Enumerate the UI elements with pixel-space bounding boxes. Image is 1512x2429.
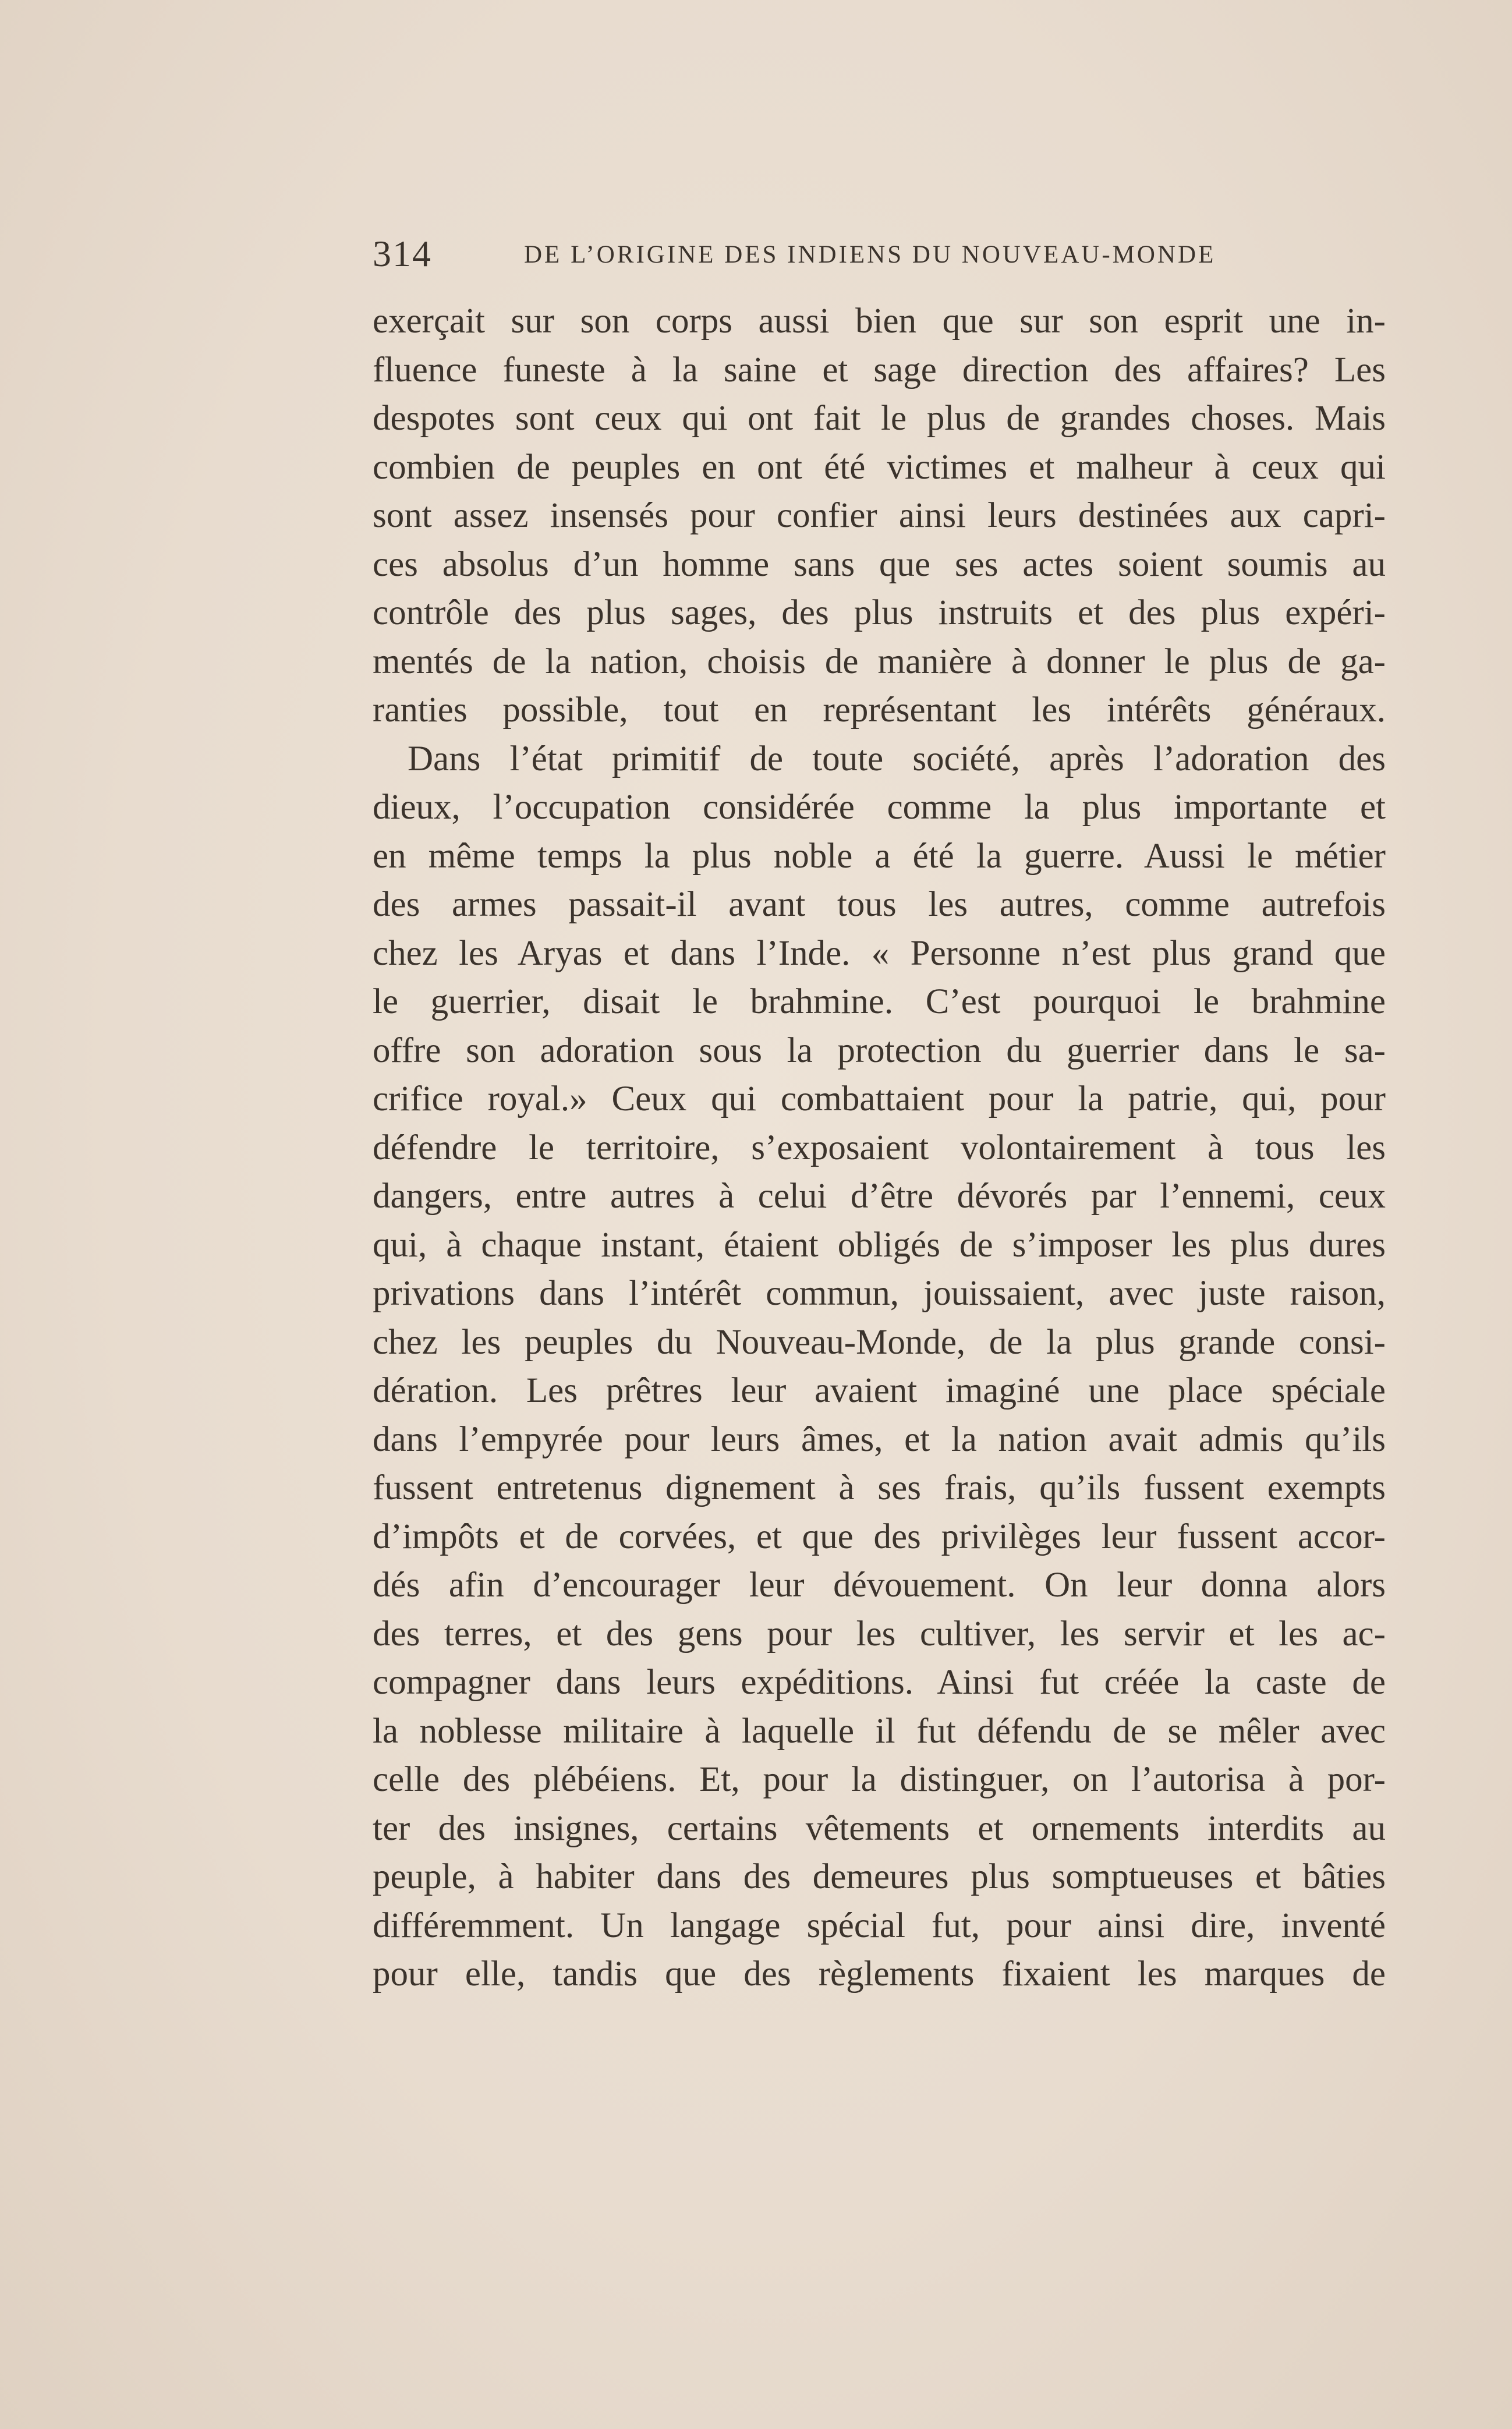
text-line: dans l’empyrée pour leurs âmes, et la nation avait admis qu’ils <box>373 1419 1386 1459</box>
body-text <box>373 297 1386 1999</box>
text-line: fluence funeste à la saine et sage direction des affaires? Les <box>373 350 1386 390</box>
text-line: différemment. Un langage spécial fut, pour ainsi dire, inventé <box>373 1906 1386 1945</box>
text-line: dés afin d’encourager leur dévouement. On leur donna alors <box>373 1566 1386 1605</box>
text-line: mentés de la nation, choisis de manière à donner le plus de ga- <box>373 642 1386 681</box>
text-line: pour elle, tandis que des règlements fixaient les marques de <box>373 1954 1386 1994</box>
running-title: DE L’ORIGINE DES INDIENS DU NOUVEAU-MONDE <box>524 241 1216 268</box>
text-line: ter des insignes, certains vêtements et ornements interdits au <box>373 1808 1386 1848</box>
text-line: chez les peuples du Nouveau-Monde, de la plus grande consi- <box>373 1322 1386 1362</box>
text-line: le guerrier, disait le brahmine. C’est pourquoi le brahmine <box>373 982 1386 1021</box>
text-line: exerçait sur son corps aussi bien que sur son esprit une in- <box>373 302 1386 341</box>
text-line: peuple, à habiter dans des demeures plus somptueuses et bâties <box>373 1857 1386 1896</box>
text-line: compagner dans leurs expéditions. Ainsi fut créée la caste de <box>373 1663 1386 1702</box>
paragraph-end-line: ranties possible, tout en représentant les intérêts généraux. <box>373 691 1386 730</box>
text-line: chez les Aryas et dans l’Inde. « Personne n’est plus grand que <box>373 933 1386 973</box>
text-line: crifice royal.» Ceux qui combattaient pour la patrie, qui, pour <box>373 1079 1386 1118</box>
text-line: la noblesse militaire à laquelle il fut défendu de se mêler avec <box>373 1711 1386 1751</box>
text-line: fussent entretenus dignement à ses frais, qu’ils fussent exempts <box>373 1468 1386 1507</box>
text-line: qui, à chaque instant, étaient obligés de s’imposer les plus dures <box>373 1225 1386 1265</box>
text-line: dieux, l’occupation considérée comme la plus importante et <box>373 788 1386 827</box>
text-line: celle des plébéiens. Et, pour la distinguer, on l’autorisa à por- <box>373 1760 1386 1799</box>
page-header <box>373 230 1386 282</box>
text-line: des terres, et des gens pour les cultiver, les servir et les ac- <box>373 1614 1386 1653</box>
text-line: défendre le territoire, s’exposaient volontairement à tous les <box>373 1128 1386 1167</box>
text-line: en même temps la plus noble a été la guerre. Aussi le métier <box>373 836 1386 876</box>
text-line: sont assez insensés pour confier ainsi leurs destinées aux capri- <box>373 496 1386 535</box>
text-line: combien de peuples en ont été victimes et malheur à ceux qui <box>373 447 1386 487</box>
paragraph-start-line: Dans l’état primitif de toute société, après l’adoration des <box>408 739 1386 778</box>
text-line: dangers, entre autres à celui d’être dévorés par l’ennemi, ceux <box>373 1177 1386 1216</box>
page-number: 314 <box>373 233 432 274</box>
text-line: offre son adoration sous la protection du guerrier dans le sa- <box>373 1031 1386 1070</box>
text-line: despotes sont ceux qui ont fait le plus de grandes choses. Mais <box>373 399 1386 438</box>
text-line: privations dans l’intérêt commun, jouissaient, avec juste raison, <box>373 1274 1386 1313</box>
text-line: d’impôts et de corvées, et que des privilèges leur fussent accor- <box>373 1517 1386 1556</box>
text-line: ces absolus d’un homme sans que ses actes soient soumis au <box>373 544 1386 584</box>
text-line: dération. Les prêtres leur avaient imaginé une place spéciale <box>373 1371 1386 1410</box>
text-line: des armes passait-il avant tous les autres, comme autrefois <box>373 885 1386 924</box>
text-line: contrôle des plus sages, des plus instruits et des plus expéri- <box>373 593 1386 632</box>
